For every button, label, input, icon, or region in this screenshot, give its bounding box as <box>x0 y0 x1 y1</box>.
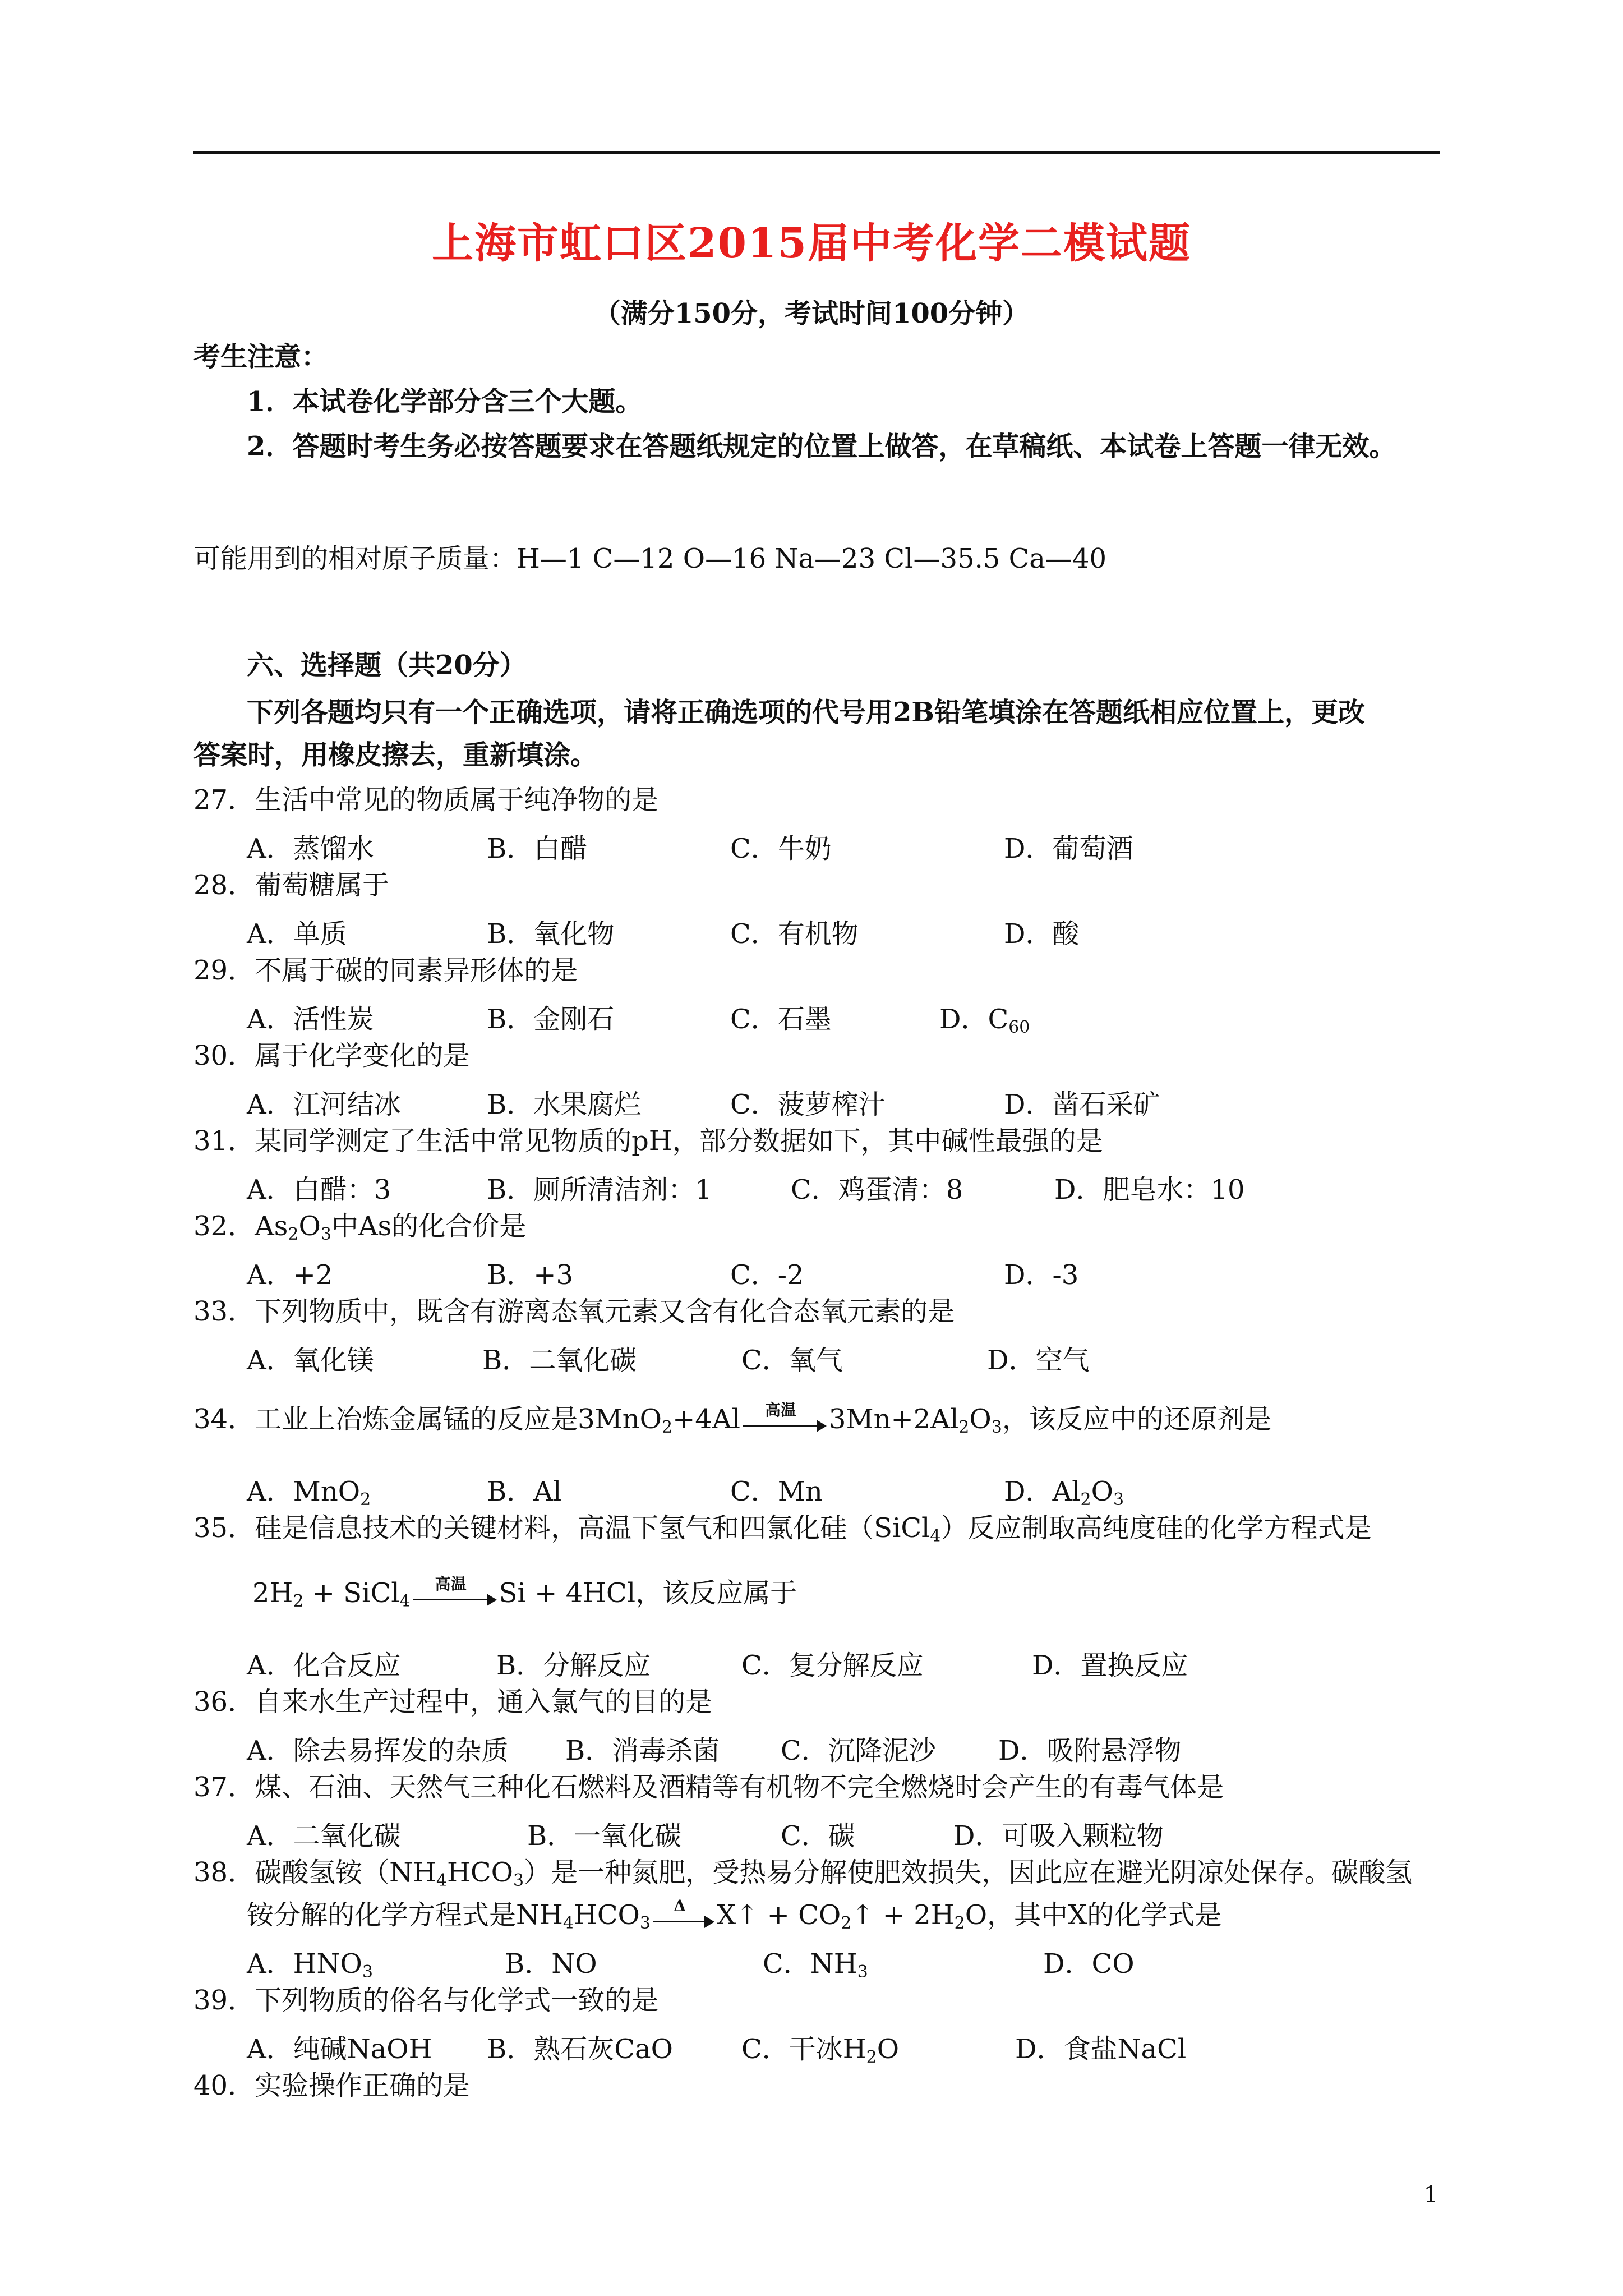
notice-heading: 考生注意： <box>193 341 329 372</box>
option-b: B．二氧化碳 <box>482 1345 637 1376</box>
question-39-options <box>0 2027 1623 2067</box>
option-d: D．可吸入颗粒物 <box>953 1820 1164 1852</box>
question-31-options <box>0 1168 1623 1205</box>
notice-item-2: 2．答题时考生务必按答题要求在答题纸规定的位置上做答，在草稿纸、本试卷上答题一律无效。 <box>247 431 1396 462</box>
section-instruction-line1: 下列各题均只有一个正确选项，请将正确选项的代号用2B铅笔填涂在答题纸相应位置上，更改 <box>247 697 1365 728</box>
question-35-stem: 35．硅是信息技术的关键材料，高温下氢气和四氯化硅（SiCl$_4$）反应制取高纯度硅的化学方程式是 <box>193 1512 1372 1546</box>
page-number: 1 <box>1423 2182 1438 2208</box>
option-d: D．CO <box>1043 1948 1135 1980</box>
option-c: C．复分解反应 <box>741 1650 924 1681</box>
question-40-stem: 40．实验操作正确的是 <box>193 2070 471 2101</box>
question-33-stem: 33．下列物质中，既含有游离态氧元素又含有化合态氧元素的是 <box>193 1296 955 1327</box>
reaction-arrow: 高温 <box>743 1410 827 1433</box>
question-38-options <box>0 1942 1623 1982</box>
option-c: C．牛奶 <box>730 833 832 864</box>
option-d: D．葡萄酒 <box>1004 833 1133 864</box>
question-38-stem-line2: 铵分解的化学方程式是$NH_4HCO_3$ Δ X↑ + $CO_2↑ + 2H_2O$，其中X的化学式是 <box>247 1896 1222 1933</box>
question-32-stem: 32．$As_2O_3$中As的化合价是 <box>193 1211 527 1244</box>
option-d: D．$C_{60}$ <box>939 1004 1030 1037</box>
question-36-stem: 36．自来水生产过程中，通入氯气的目的是 <box>193 1686 713 1718</box>
question-31-stem: 31．某同学测定了生活中常见物质的pH，部分数据如下，其中碱性最强的是 <box>193 1125 1103 1157</box>
option-d: D．$Al_2O_3$ <box>1004 1476 1124 1510</box>
option-b: B．水果腐烂 <box>487 1089 642 1120</box>
option-d: D．凿石采矿 <box>1004 1089 1160 1120</box>
option-b: B．熟石灰CaO <box>487 2033 673 2065</box>
question-28-options <box>0 912 1623 950</box>
question-35-equation: $2H_2$ + SiCl$_4$ 高温 Si + 4HCl，该反应属于 <box>252 1574 797 1611</box>
option-b: B．厕所清洁剂：1 <box>487 1174 712 1205</box>
option-d: D．置换反应 <box>1032 1650 1188 1681</box>
reaction-arrow: 高温 <box>413 1584 497 1607</box>
page-title: 上海市虹口区2015届中考化学二模试题 <box>432 219 1191 268</box>
atomic-masses: 可能用到的相对原子质量：H—1 C—12 O—16 Na—23 Cl—35.5 Ca—40 <box>193 543 1106 574</box>
option-a: A．+2 <box>247 1259 333 1291</box>
question-29-stem: 29．不属于碳的同素异形体的是 <box>193 955 578 986</box>
question-30-options <box>0 1083 1623 1120</box>
reaction-arrow: Δ <box>653 1906 714 1929</box>
question-30-stem: 30．属于化学变化的是 <box>193 1040 471 1071</box>
question-36-options <box>0 1729 1623 1766</box>
option-a: A．单质 <box>247 918 347 950</box>
option-b: B．NO <box>505 1948 597 1980</box>
option-c: C．鸡蛋清：8 <box>791 1174 963 1205</box>
option-d: D．酸 <box>1004 918 1080 950</box>
option-b: B．+3 <box>487 1259 574 1291</box>
option-c: C．菠萝榨汁 <box>730 1089 886 1120</box>
option-c: C．石墨 <box>730 1004 832 1035</box>
question-28-stem: 28．葡萄糖属于 <box>193 869 390 901</box>
option-a: A．除去易挥发的杂质 <box>247 1735 509 1766</box>
option-c: C．有机物 <box>730 918 859 950</box>
question-35-options <box>0 1644 1623 1681</box>
header-rule <box>193 151 1440 154</box>
option-a: A．纯碱NaOH <box>247 2033 432 2065</box>
question-37-options <box>0 1814 1623 1852</box>
option-c: C．沉降泥沙 <box>781 1735 936 1766</box>
question-34-stem: 34．工业上冶炼金属锰的反应是3MnO$_2$+4Al 高温 $3Mn+2Al_2O_3$，该反应中的还原剂是 <box>193 1400 1271 1437</box>
question-37-stem: 37．煤、石油、天然气三种化石燃料及酒精等有机物不完全燃烧时会产生的有毒气体是 <box>193 1772 1224 1803</box>
option-d: D．空气 <box>987 1345 1090 1376</box>
option-a: A．二氧化碳 <box>247 1820 401 1852</box>
option-a: A．氧化镁 <box>247 1345 374 1376</box>
option-a: A．蒸馏水 <box>247 833 374 864</box>
option-b: B．消毒杀菌 <box>565 1735 720 1766</box>
option-c: C．碳 <box>781 1820 855 1852</box>
option-c: C．Mn <box>730 1476 823 1507</box>
question-32-options <box>0 1253 1623 1291</box>
question-34-options <box>0 1470 1623 1510</box>
option-b: B．氧化物 <box>487 918 615 950</box>
question-27-stem: 27．生活中常见的物质属于纯净物的是 <box>193 784 659 816</box>
option-b: B．分解反应 <box>496 1650 651 1681</box>
option-a: A．$HNO_3$ <box>247 1948 373 1982</box>
question-29-options <box>0 997 1623 1037</box>
question-33-options <box>0 1338 1623 1376</box>
option-d: D．食盐NaCl <box>1015 2033 1187 2065</box>
option-d: D．肥皂水：10 <box>1054 1174 1245 1205</box>
option-c: C．-2 <box>730 1259 804 1291</box>
question-27-options <box>0 827 1623 864</box>
option-a: A．白醋：3 <box>247 1174 391 1205</box>
option-d: D．吸附悬浮物 <box>998 1735 1182 1766</box>
option-a: A．MnO$_2$ <box>247 1476 371 1510</box>
option-c: C．氧气 <box>741 1345 843 1376</box>
option-b: B．白醋 <box>487 833 588 864</box>
option-c: C．干冰$H_2O$ <box>741 2033 900 2067</box>
question-39-stem: 39．下列物质的俗名与化学式一致的是 <box>193 1985 659 2016</box>
notice-item-1: 1．本试卷化学部分含三个大题。 <box>247 386 643 417</box>
option-b: B．Al <box>487 1476 562 1507</box>
exam-subtitle: （满分150分，考试时间100分钟） <box>593 298 1030 329</box>
section-heading: 六、选择题（共20分） <box>247 650 527 681</box>
option-b: B．金刚石 <box>487 1004 615 1035</box>
option-c: C．$NH_3$ <box>763 1948 868 1982</box>
section-instruction-line2: 答案时，用橡皮擦去，重新填涂。 <box>193 739 598 771</box>
option-a: A．活性炭 <box>247 1004 374 1035</box>
option-b: B．一氧化碳 <box>527 1820 682 1852</box>
option-a: A．化合反应 <box>247 1650 401 1681</box>
question-38-stem-line1: 38．碳酸氢铵$(NH_4HCO_3)$是一种氮肥，受热易分解使肥效损失，因此应在避光阴凉处保存。碳酸氢 <box>193 1857 1413 1890</box>
option-a: A．江河结冰 <box>247 1089 401 1120</box>
option-d: D．-3 <box>1004 1259 1079 1291</box>
